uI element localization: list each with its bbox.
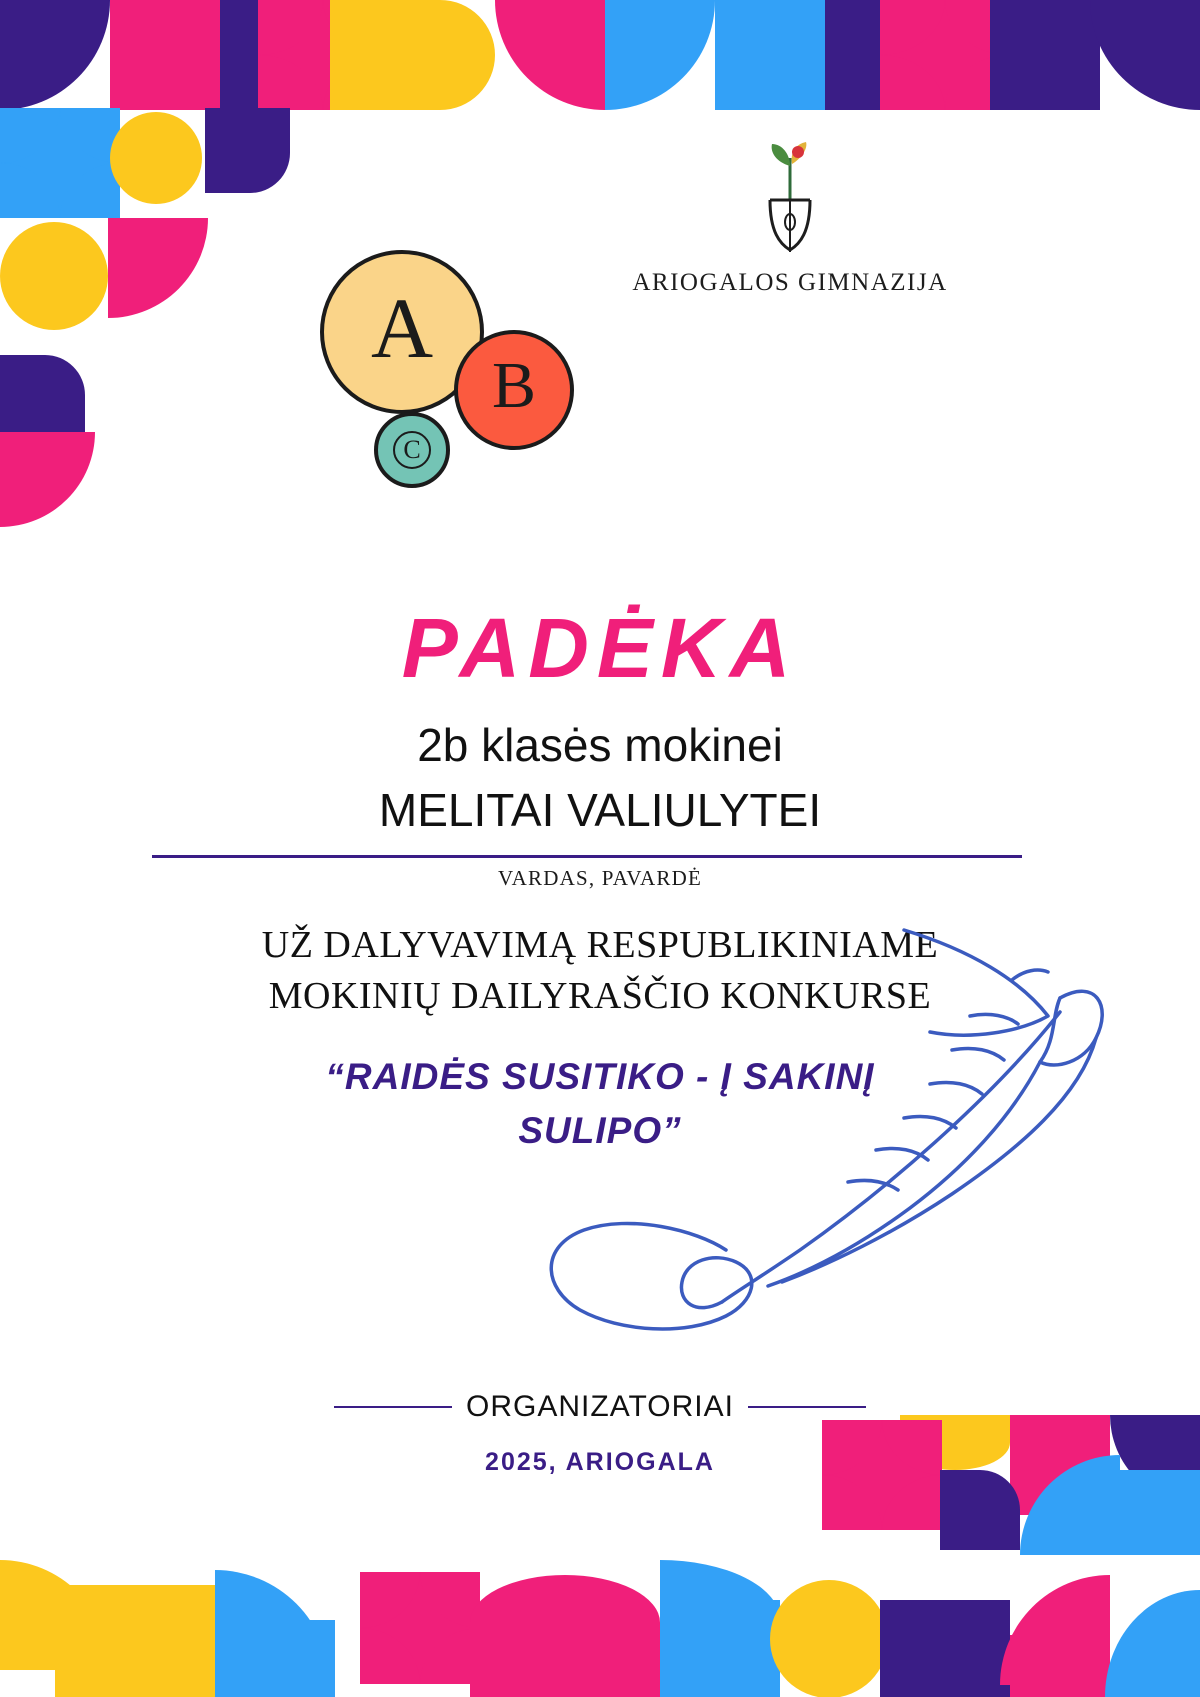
deco-shape: [1105, 1590, 1200, 1697]
organizers-rule-right: [748, 1406, 866, 1408]
contest-title-line-1: “RAIDĖS SUSITIKO - Į SAKINĮ: [325, 1056, 875, 1097]
organizers-rule-left: [334, 1406, 452, 1408]
year-and-place: 2025, ARIOGALA: [485, 1448, 715, 1476]
deco-flower: [0, 108, 120, 218]
deco-shape: [108, 218, 208, 318]
deco-shape: [495, 0, 605, 110]
deco-shape: [0, 432, 95, 527]
book-and-plant-emblem-icon: [620, 140, 960, 260]
deco-shape: [0, 355, 85, 440]
deco-shape: [605, 0, 715, 110]
abc-logo: [320, 250, 570, 495]
letter-bubble-c: [374, 412, 450, 488]
letter-bubble-b: [454, 330, 574, 450]
page-title: PADĖKA: [401, 601, 799, 695]
deco-flower: [360, 1572, 480, 1684]
deco-shape: [940, 1470, 1020, 1550]
name-caption: VARDAS, PAVARDĖ: [498, 866, 702, 890]
deco-shape: [110, 112, 202, 204]
deco-shape: [880, 1600, 1010, 1697]
organizers-label: ORGANIZATORIAI: [466, 1390, 734, 1423]
award-reason-line-1: UŽ DALYVAVIMĄ RESPUBLIKINIAME: [261, 924, 939, 966]
school-logo-name: ARIOGALOS GIMNAZIJA: [632, 269, 948, 296]
deco-shape: [55, 1585, 225, 1697]
deco-shape: [110, 0, 220, 110]
deco-shape: [770, 1580, 888, 1697]
deco-shape: [990, 0, 1100, 110]
deco-shape: [1010, 1635, 1110, 1697]
letter-b: B: [491, 349, 537, 422]
deco-shape: [385, 0, 495, 110]
deco-shape: [0, 222, 108, 330]
letter-a: A: [370, 280, 434, 376]
recipient-class: 2b klasės mokinei: [417, 719, 783, 771]
name-underline: [152, 855, 1022, 858]
quill-pen-icon: [500, 920, 1140, 1400]
deco-shape: [470, 1640, 660, 1697]
contest-title-line-2: SULIPO”: [518, 1109, 682, 1151]
deco-shape: [1100, 1470, 1200, 1555]
letter-c: C: [393, 431, 431, 469]
deco-shape: [215, 1620, 335, 1697]
deco-shape: [660, 1560, 780, 1620]
deco-shape: [715, 0, 825, 110]
award-reason-line-2: MOKINIŲ DAILYRAŠČIO KONKURSE: [268, 975, 932, 1018]
deco-shape: [0, 0, 110, 110]
deco-shape: [1090, 0, 1200, 110]
recipient-name: MELITAI VALIULYTEI: [378, 784, 822, 836]
deco-flower: [822, 1420, 942, 1530]
deco-shape: [205, 108, 290, 193]
school-logo: [620, 140, 960, 297]
